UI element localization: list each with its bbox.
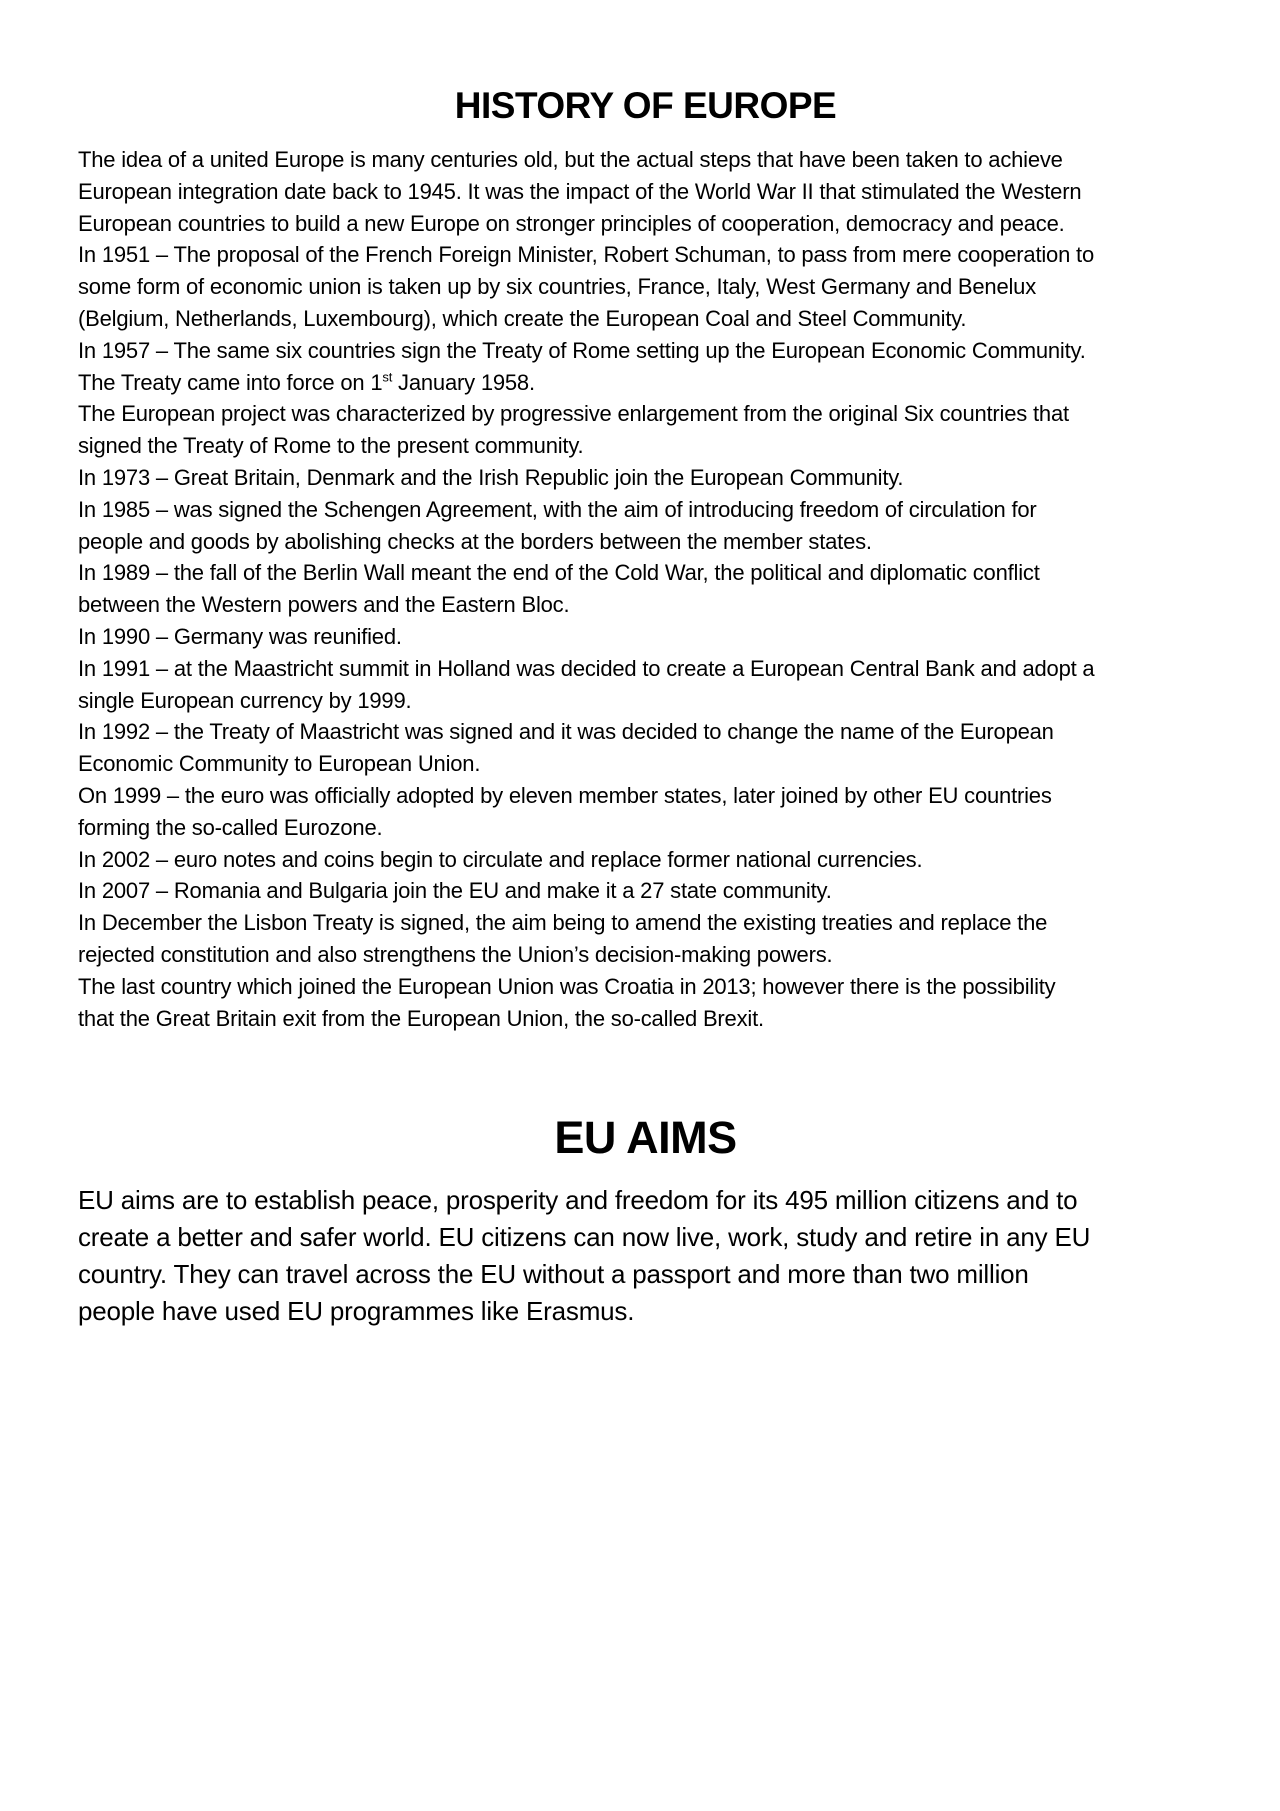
treaty-line-superscript: st [382,369,393,385]
history-body [78,144,1213,1034]
history-line: rejected constitution and also strengthens the Union’s decision-making powers. [78,941,833,967]
history-line: In 1957 – The same six countries sign the Treaty of Rome setting up the European Economic Community. [78,337,1086,363]
history-line: In 1973 – Great Britain, Denmark and the Irish Republic join the European Community. [78,464,904,490]
treaty-line-end: January 1958. [392,369,535,395]
history-line: On 1999 – the euro was officially adopted by eleven member states, later joined by other EU countries [78,782,1052,808]
history-line: European integration date back to 1945. It was the impact of the World War II that stimulated the Western [78,178,1082,204]
history-line: The last country which joined the European Union was Croatia in 2013; however there is the possibility [78,973,1056,999]
history-line: (Belgium, Netherlands, Luxembourg), which create the European Coal and Steel Community. [78,305,967,331]
history-line: single European currency by 1999. [78,687,412,713]
history-line: In December the Lisbon Treaty is signed, the aim being to amend the existing treaties and replace the [78,910,1048,936]
history-line: In 1991 – at the Maastricht summit in Holland was decided to create a European Central Bank and adopt a [78,655,1095,681]
treaty-line-start: The Treaty came into force on 1 [78,369,383,395]
history-line: people and goods by abolishing checks at the borders between the member states. [78,528,872,554]
history-line: European countries to build a new Europe on stronger principles of cooperation, democracy and peace. [78,210,1065,236]
history-line: In 1985 – was signed the Schengen Agreement, with the aim of introducing freedom of circulation for [78,496,1037,522]
aims-title: EU AIMS [554,1112,737,1164]
history-line: In 2002 – euro notes and coins begin to circulate and replace former national currencies. [78,846,923,872]
history-line: Economic Community to European Union. [78,751,481,777]
history-line: The idea of a united Europe is many centuries old, but the actual steps that have been taken to achieve [78,147,1063,172]
aims-line: EU aims are to establish peace, prosperity and freedom for its 495 million citizens and to [78,1185,1078,1216]
history-line: In 2007 – Romania and Bulgaria join the EU and make it a 27 state community. [78,878,832,904]
aims-body [78,1182,1213,1330]
history-line: In 1951 – The proposal of the French Foreign Minister, Robert Schuman, to pass from mere cooperation to [78,242,1094,268]
history-line: some form of economic union is taken up by six countries, France, Italy, West Germany and Benelux [78,274,1037,300]
treaty-line [78,367,1213,399]
history-line: In 1989 – the fall of the Berlin Wall meant the end of the Cold War, the political and diplomatic conflict [78,560,1040,586]
history-title: HISTORY OF EUROPE [454,85,837,126]
aims-line: create a better and safer world. EU citizens can now live, work, study and retire in any EU [78,1222,1091,1253]
history-line: In 1990 – Germany was reunified. [78,623,402,649]
aims-line: people have used EU programmes like Erasmus. [78,1296,635,1327]
history-line: The European project was characterized by progressive enlargement from the original Six countries that [78,401,1069,427]
history-line: signed the Treaty of Rome to the present community. [78,433,584,459]
history-line: that the Great Britain exit from the European Union, the so-called Brexit. [78,1005,764,1031]
history-line: In 1992 – the Treaty of Maastricht was signed and it was decided to change the name of the European [78,719,1054,745]
aims-line: country. They can travel across the EU without a passport and more than two million [78,1259,1029,1290]
history-line: between the Western powers and the Eastern Bloc. [78,592,570,618]
history-line: forming the so-called Eurozone. [78,814,383,840]
document-page [78,0,1213,1330]
